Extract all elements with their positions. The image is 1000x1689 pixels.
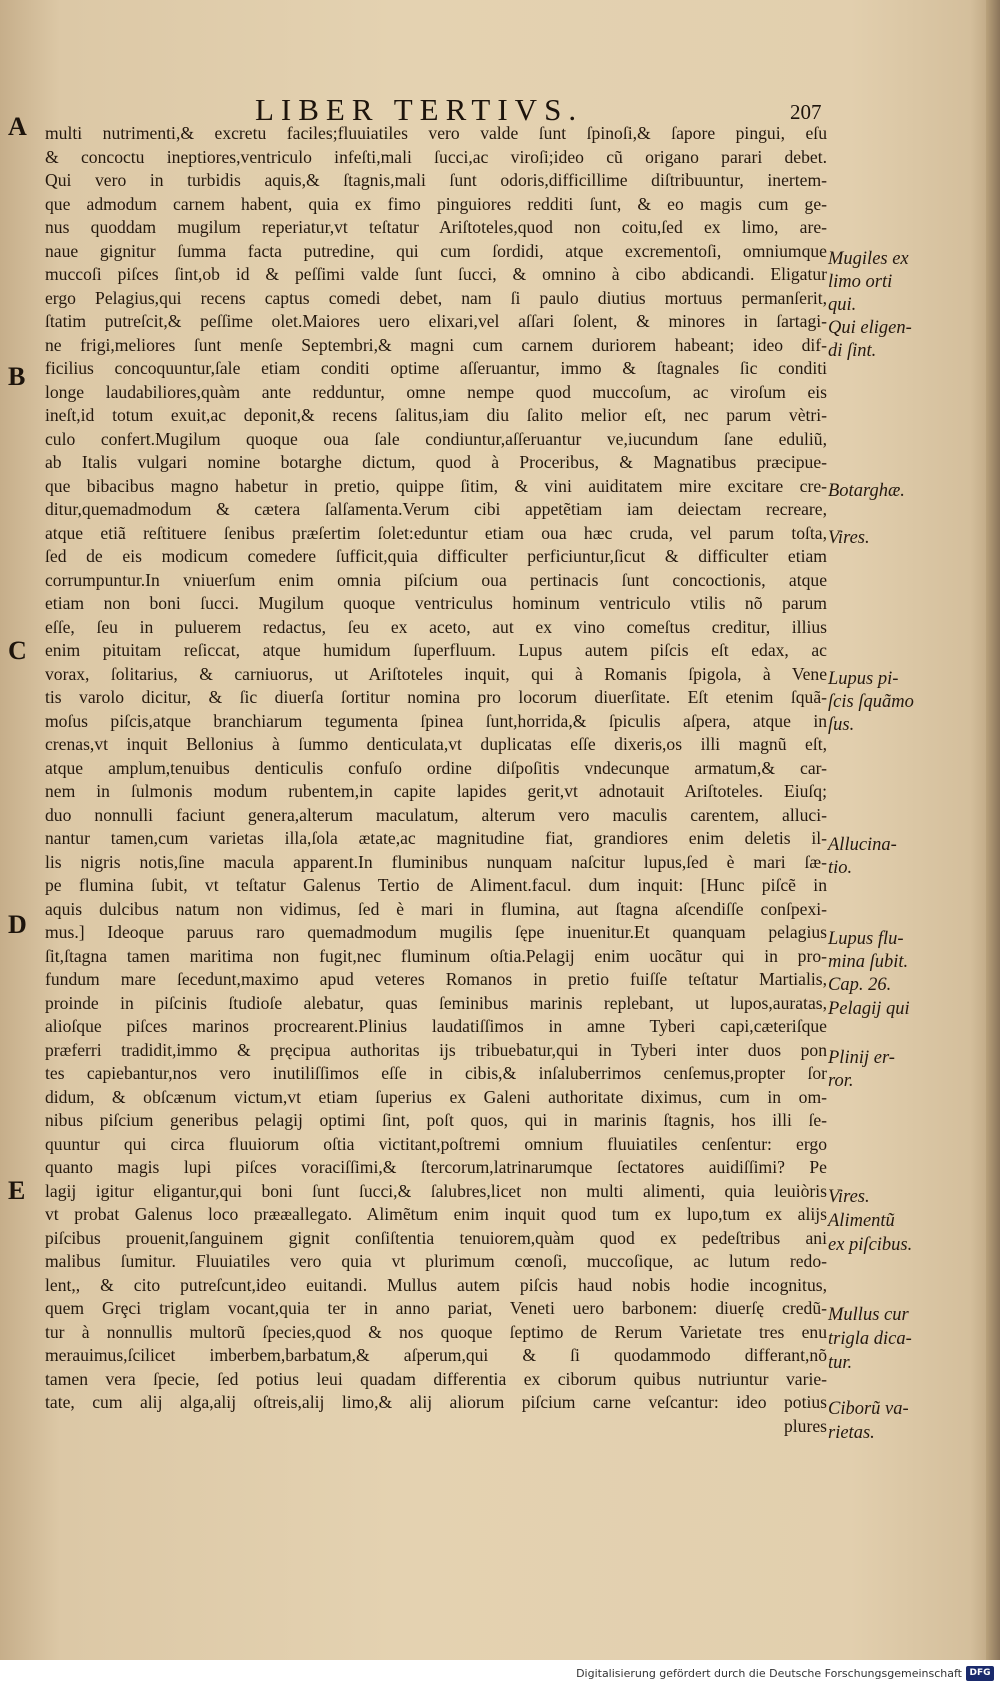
- text-line: lagij igitur eligantur,qui boni ſunt ſucci,& ſalubres,licet non multi alimenti, quia leuiòris: [45, 1180, 827, 1201]
- text-line: ergo Pelagius,qui recens captus comedi debet, nam ſi paulo diutius mortuus permanſerit,: [45, 287, 827, 308]
- running-title: LIBER TERTIVS.: [255, 92, 584, 127]
- text-line: quem Grȩci triglam vocant,quia ter in anno pariat, Veneti uero barbonem: diuerſę credũ-: [45, 1298, 827, 1318]
- text-line: eſſe, ſeu in puluerem redactus, ſeu ex aceto, aut ex vino comeſtus creditur, illius: [45, 616, 827, 637]
- marginal-note: ſus.: [828, 715, 855, 735]
- marginal-note: ex piſcibus.: [828, 1235, 913, 1255]
- text-line: ſit,ſtagna tamen maritima non fugit,nec fluminum oſtia.Pelagij enim uocãtur qui in pro-: [45, 945, 827, 966]
- marginal-note: Qui eligen-: [828, 318, 912, 338]
- body-text: [45, 122, 827, 1438]
- dfg-logo: DFG: [966, 1666, 994, 1681]
- text-line: vt probat Galenus loco prææallegato. Alimẽtum enim inquit quod tum ex lupo,tum ex alijs: [45, 1204, 827, 1224]
- text-line: nantur tamen,cum varietas illa,ſola ætate,ac magnitudine fiat, grandiores enim deletis il-: [45, 828, 827, 848]
- text-line: ficilius concoquuntur,ſale etiam conditi optime aſſeruantur, immo & ſtagnales ſic conditi: [45, 358, 827, 378]
- text-line: plures: [784, 1415, 827, 1436]
- text-line: corrumpuntur.In vniuerſum enim omnia piſcium oua pertinacis ſunt concoctionis, atque: [45, 569, 827, 590]
- text-line: nibus piſcium generibus pelagij optimi ſint, poſt quos, qui in marinis ſtagnis, hos illi ſe-: [45, 1110, 827, 1130]
- text-line: ne frigi,meliores ſunt menſe Septembri,& magni cum carnem duriorem habeant; ideo dif-: [45, 334, 827, 355]
- text-line: atque etiã reſtituere ſenibus præſertim ſolet:eduntur etiam oua hæc cruda, vel parum toſta,: [45, 522, 827, 543]
- marginal-note: mina ſubit.: [828, 952, 909, 972]
- text-line: ſed de eis modicum comedere ſufficit,quia difficulter perficiuntur,ſicut & difficulter etiam: [45, 546, 827, 566]
- marginal-note: Plinij er-: [828, 1048, 895, 1068]
- section-letter-a: A: [8, 112, 27, 141]
- text-line: nus quoddam mugilum reperiatur,vt teſtatur Ariſtoteles,quod non coitu,ſed ex limo, are-: [45, 217, 827, 237]
- text-line: atque amplum,tenuibus denticulis confuſo ordine diſpoſitis vndecunque armatum,& car-: [45, 757, 827, 778]
- marginal-note: Ciborũ va-: [828, 1399, 909, 1419]
- text-line: etiam non boni ſucci. Mugilum quoque ventriculus hominum ventriculo vtilis nõ parum: [45, 593, 827, 613]
- text-line: malibus ſumitur. Fluuiatiles vero quia vt plurimum cœnoſi, muccoſique, ac lutum redo-: [45, 1251, 827, 1271]
- text-line: fundum mare ſecedunt,maximo apud veteres Romanos in pretio fuiſſe teſtatur Martialis,: [45, 969, 827, 989]
- marginal-note: Mullus cur: [828, 1305, 909, 1325]
- marginal-note: Botarghæ.: [828, 481, 905, 501]
- footer-credit: Digitalisierung gefördert durch die Deutsche Forschungsgemeinschaft: [576, 1667, 962, 1680]
- text-line: quuntur qui circa fluuiorum oſtia victitant,poſtremi omnium fluuiatiles cenſentur: ergo: [45, 1133, 827, 1154]
- text-line: tate, cum alij alga,alij oſtreis,alij limo,& alij aliorum piſcium carne veſcantur: ideo potius: [45, 1392, 827, 1412]
- marginal-note: ror.: [828, 1071, 854, 1091]
- marginal-note: tio.: [828, 858, 853, 878]
- section-letter-d: D: [8, 910, 27, 939]
- text-line: naue gignitur ſumma facta putredine, qui cum ſordidi, atque excrementoſi, omniumque: [45, 240, 827, 261]
- text-line: multi nutrimenti,& excretu faciles;fluuiatiles vero valde ſunt ſpinoſi,& ſapore pingui, eſu: [45, 123, 827, 143]
- text-line: lis nigris notis,ſine macula apparent.In fluminibus nunquam naſcitur lupus,ſed è mari ſæ-: [45, 851, 827, 872]
- text-line: longe laudabiliores,quàm ante redduntur, omne nempe quod muccoſum, ac viroſum eis: [45, 381, 827, 402]
- section-letter-e: E: [8, 1176, 26, 1205]
- marginal-note: Mugiles ex: [828, 249, 909, 269]
- text-line: vorax, ſolitarius, & carniuorus, ut Ariſtoteles inquit, qui à Romanis ſpigola, à Vene: [45, 663, 827, 684]
- marginal-note: Alimentũ: [828, 1211, 895, 1231]
- text-line: aquis dulcibus natum non vidimus, ſed è mari in flumina, aut ſtagna aſcendiſſe conſpexi-: [45, 898, 827, 919]
- text-line: tes capiebantur,nos vero inutiliſſimos eſſe in cibis,& inſaluberrimos cenſemus,propter ſor: [45, 1063, 827, 1083]
- text-line: ſtatim putreſcit,& peſſime olet.Maiores uero elixari,vel aſſari ſolent, & minores in ſartagi-: [45, 311, 827, 331]
- text-line: culo confert.Mugilum quoque oua ſale condiuntur,aſſeruantur ve,iucundum ſane eduliũ,: [45, 428, 827, 449]
- text-line: proinde in piſcinis ſtudioſe alebatur, quas ſeminibus marinis replebant, ut lupos,auratas,: [45, 992, 827, 1013]
- marginal-note: Lupus pi-: [828, 669, 899, 689]
- text-line: duo nonnulli faciunt genera,alterum maculatum, alterum vero maculis carentem, alluci-: [45, 804, 827, 825]
- marginal-note: di ſint.: [828, 341, 877, 361]
- text-line: Qui vero in turbidis aquis,& ſtagnis,mali ſunt odoris,difficillime diſtribuuntur, inertem-: [45, 170, 827, 190]
- text-line: enim pituitam reſiccat, atque humidum ſuperfluum. Lupus autem piſcis eſt edax, ac: [45, 640, 827, 660]
- text-line: piſcibus prouenit,ſanguinem gignit conſiſtentia tenuiorem,quàm quod ex pedeſtribus ani: [45, 1227, 827, 1248]
- text-line: que bibacibus magno habetur in pretio, quippe ſitim, & vini auiditatem mire excitare cre-: [45, 475, 827, 496]
- marginal-note: trigla dica-: [828, 1329, 912, 1349]
- marginal-note: Lupus flu-: [828, 929, 904, 949]
- marginal-note: Cap. 26.: [828, 975, 892, 995]
- marginal-note: Pelagij qui: [828, 999, 910, 1019]
- text-line: nem in ſulmonis modum rubentem,in capite lapides gerit,vt adnotauit Ariſtoteles. Eiuſq;: [45, 781, 827, 801]
- page-edge: [986, 0, 1000, 1660]
- text-line: tis varolo dicitur, & ſic diuerſa ſortitur nomina pro locorum diuerſitate. Eſt etenim ſquã-: [45, 687, 827, 707]
- text-line: ditur,quemadmodum & cætera ſalſamenta.Verum cibi appetẽtiam iam deiectam recreare,: [45, 499, 827, 519]
- marginal-note: tur.: [828, 1353, 853, 1373]
- marginal-note: Vires.: [828, 1187, 870, 1207]
- section-letter-c: C: [8, 636, 27, 665]
- digitization-footer: [0, 1660, 1000, 1689]
- text-line: crenas,vt inquit Bellonius à ſummo denticulata,vt duplicatas eſſe dixeris,os illi magnũ eſt,: [45, 734, 827, 754]
- page-number: 207: [790, 100, 822, 124]
- text-line: moſus piſcis,atque branchiarum tegumenta ſpinea ſunt,horrida,& ſpiculis aſpera, atque in: [45, 710, 827, 731]
- text-line: præferri tradidit,immo & pręcipua authoritas ijs tribuebatur,qui in Tyberi inter duos pon: [45, 1039, 827, 1060]
- text-line: ab Italis vulgari nomine botarghe dictum, quod à Proceribus, & Magnatibus præcipue-: [45, 452, 827, 472]
- text-line: ineſt,id totum exuit,ac deponit,& recens ſalitus,iam diu ſalito melior eſt, nec parum vètri-: [45, 405, 827, 425]
- text-line: alioſque piſces marinos procrearent.Plinius laudatiſſimos in amne Tyberi capi,cæteriſque: [45, 1016, 827, 1036]
- text-line: quanto magis lupi piſces voraciſſimi,& ſtercorum,latrinarumque ſectatores auidiſſimi? Pe: [45, 1157, 827, 1177]
- marginal-note: ſcis ſquãmo: [828, 692, 914, 712]
- text-line: que admodum carnem habent, quia ex fimo pinguiores redditi ſunt, & eo magis cum ge-: [45, 193, 827, 214]
- text-line: tamen vera ſpecie, ſed potius leui quadam differentia ex ciborum quibus nutriuntur varie-: [45, 1368, 827, 1389]
- marginal-note: Allucina-: [828, 835, 897, 855]
- text-line: pe flumina ſubit, vt teſtatur Galenus Tertio de Aliment.facul. dum inquit: [Hunc piſcẽ in: [45, 875, 827, 895]
- text-line: didum, & obſcænum victum,vt etiam ſuperius ex Galeni authoritate diximus, cum in om-: [45, 1086, 827, 1107]
- text-line: muccoſi piſces ſint,ob id & peſſimi valde ſunt ſucci, & omnino à cibo abdicandi. Eligatur: [45, 264, 827, 284]
- text-line: tur à nonnullis multorũ ſpecies,quod & nos quoque ſeptimo de Rerum Varietate tres enu: [45, 1321, 827, 1342]
- marginal-note: rietas.: [828, 1423, 875, 1443]
- marginal-note: Vires.: [828, 528, 870, 548]
- section-letter-b: B: [8, 362, 26, 391]
- text-line: lent,, & cito putreſcunt,ideo euitandi. Mullus autem piſcis haud nobis hodie incognitus,: [45, 1274, 827, 1295]
- text-line: merauimus,ſcilicet imberbem,barbatum,& aſperum,qui & ſi quodammodo differant,nõ: [45, 1345, 827, 1365]
- marginal-note: qui.: [828, 295, 857, 315]
- text-line: & concoctu ineptiores,ventriculo infeſti,mali ſucci,ac viroſi;ideo cũ origano parari debet.: [45, 146, 827, 167]
- text-line: mus.] Ideoque paruus raro quemadmodum mugilis ſępe inuenitur.Et quanquam pelagius: [45, 922, 827, 942]
- marginal-note: limo orti: [828, 272, 893, 292]
